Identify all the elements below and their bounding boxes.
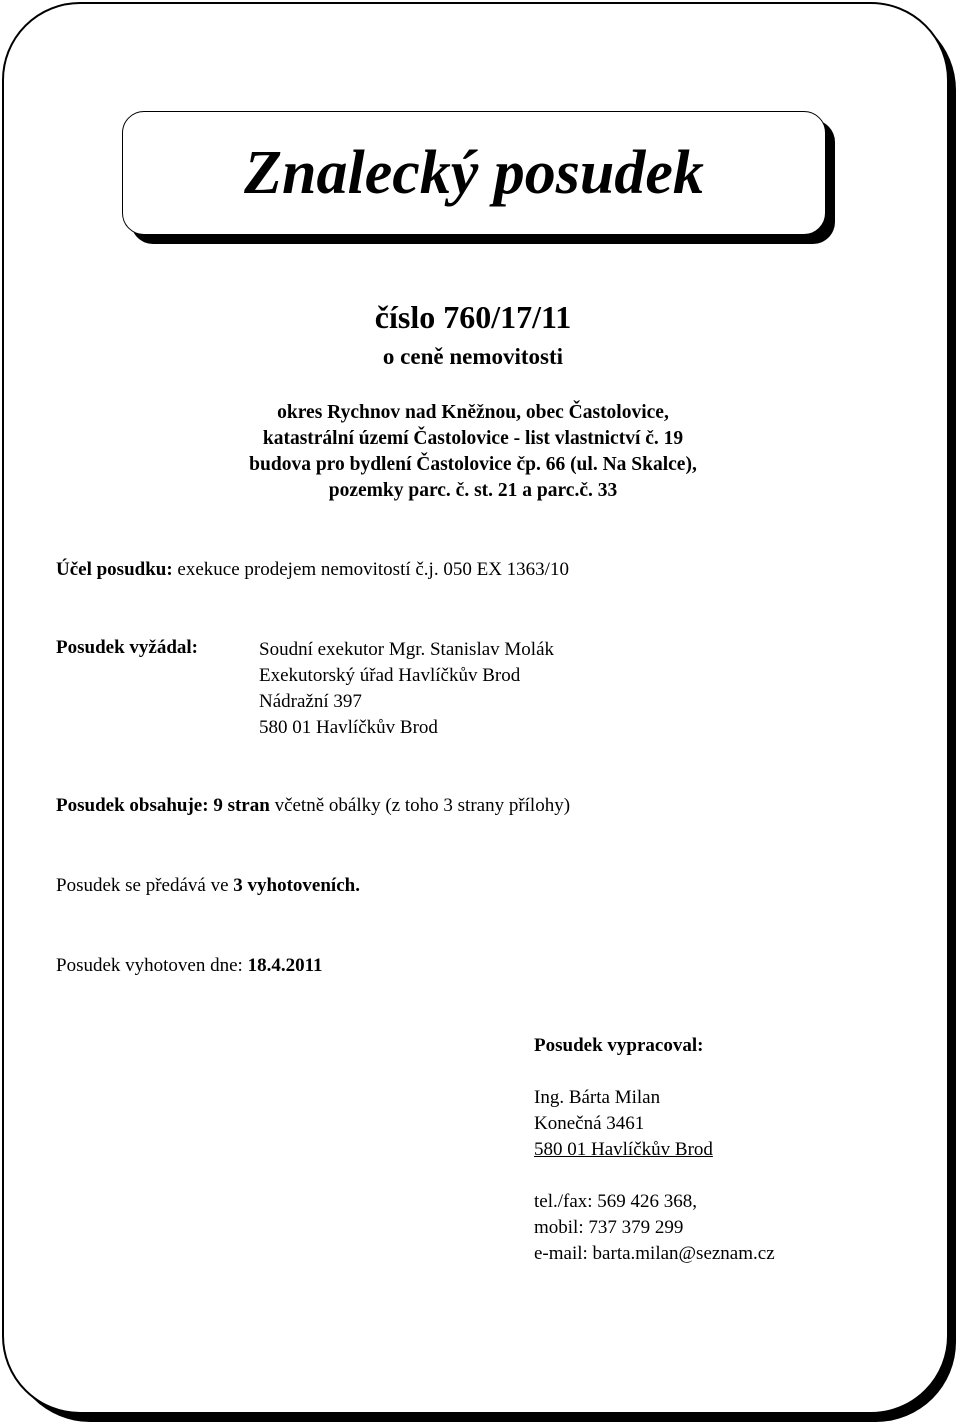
contents-pages: 9 stran — [208, 795, 270, 816]
copies-value: 3 vyhotoveních. — [233, 875, 360, 896]
copies-prefix: Posudek se předává ve — [56, 875, 234, 896]
requester-label: Posudek vyžádal: — [56, 637, 198, 658]
location-line: pozemky parc. č. st. 21 a parc.č. 33 — [328, 480, 618, 501]
location-line: budova pro bydlení Častolovice čp. 66 (ul. Na Skalce), — [249, 454, 697, 475]
preparer-block — [534, 1033, 775, 1267]
preparer-email: e-mail: barta.milan@seznam.cz — [534, 1243, 775, 1264]
requester-address — [259, 637, 554, 741]
copies-row — [56, 875, 360, 897]
contents-label: Posudek obsahuje: — [56, 795, 209, 816]
date-row — [56, 955, 323, 977]
report-number: číslo 760/17/11 — [374, 299, 572, 335]
preparer-city: 580 01 Havlíčkův Brod — [534, 1139, 713, 1160]
contents-row — [56, 795, 570, 817]
property-location — [0, 400, 946, 504]
requester-line: 580 01 Havlíčkův Brod — [259, 717, 438, 738]
purpose-row — [56, 559, 569, 581]
location-line: okres Rychnov nad Kněžnou, obec Častolovice, — [277, 402, 669, 423]
location-line: katastrální území Častolovice - list vlastnictví č. 19 — [262, 428, 684, 449]
preparer-street: Konečná 3461 — [534, 1113, 645, 1134]
report-subtitle: o ceně nemovitosti — [382, 344, 564, 369]
purpose-value: exekuce prodejem nemovitostí č.j. 050 EX 1363/10 — [172, 559, 569, 580]
requester-line: Nádražní 397 — [259, 691, 362, 712]
requester-line: Soudní exekutor Mgr. Stanislav Molák — [259, 639, 555, 660]
title-box — [122, 111, 826, 235]
preparer-phone: tel./fax: 569 426 368, — [534, 1191, 698, 1212]
date-prefix: Posudek vyhotoven dne: — [56, 955, 248, 976]
date-value: 18.4.2011 — [247, 955, 323, 976]
document-title: Znalecký posudek — [244, 139, 704, 207]
preparer-mobile: mobil: 737 379 299 — [534, 1217, 684, 1238]
purpose-label: Účel posudku: — [56, 559, 173, 580]
preparer-label: Posudek vypracoval: — [534, 1035, 704, 1056]
contents-rest: včetně obálky (z toho 3 strany přílohy) — [269, 795, 571, 816]
preparer-name: Ing. Bárta Milan — [534, 1087, 661, 1108]
requester-line: Exekutorský úřad Havlíčkův Brod — [259, 665, 521, 686]
